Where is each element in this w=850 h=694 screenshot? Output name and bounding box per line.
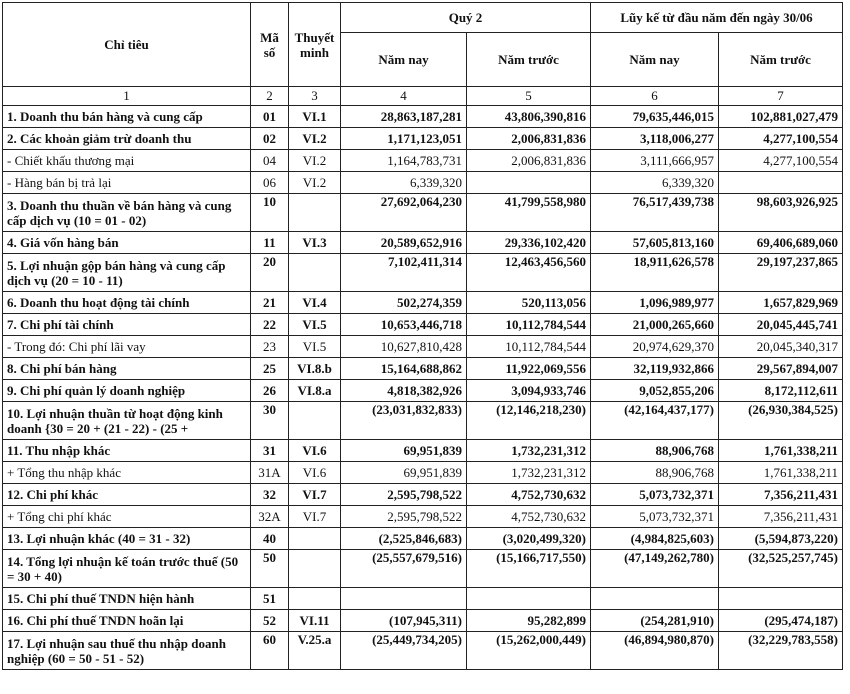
- row-quarter-current: (23,031,832,833): [341, 402, 467, 440]
- row-quarter-previous: (3,020,499,320): [467, 528, 591, 550]
- row-ytd-current: 21,000,265,660: [591, 314, 719, 336]
- row-quarter-previous: 2,006,831,836: [467, 128, 591, 150]
- table-row: [3, 440, 843, 462]
- row-ytd-current: 88,906,768: [591, 440, 719, 462]
- row-quarter-previous: 10,112,784,544: [467, 314, 591, 336]
- row-ytd-previous: [719, 172, 843, 194]
- row-ytd-current: 20,974,629,370: [591, 336, 719, 358]
- row-quarter-current: 2,595,798,522: [341, 506, 467, 528]
- row-code: 51: [251, 588, 289, 610]
- row-ytd-previous: 8,172,112,611: [719, 380, 843, 402]
- row-code: 31: [251, 440, 289, 462]
- row-code: 31A: [251, 462, 289, 484]
- row-ytd-current: 5,073,732,371: [591, 484, 719, 506]
- row-quarter-current: 10,653,446,718: [341, 314, 467, 336]
- row-label: 8. Chi phí bán hàng: [3, 358, 251, 380]
- row-ytd-previous: 7,356,211,431: [719, 484, 843, 506]
- row-quarter-previous: 12,463,456,560: [467, 254, 591, 292]
- row-quarter-current: 69,951,839: [341, 440, 467, 462]
- row-code: 60: [251, 632, 289, 670]
- row-label: 9. Chi phí quản lý doanh nghiệp: [3, 380, 251, 402]
- row-quarter-current: 4,818,382,926: [341, 380, 467, 402]
- row-ytd-previous: 1,761,338,211: [719, 440, 843, 462]
- row-note: VI.4: [289, 292, 341, 314]
- row-ytd-previous: 1,657,829,969: [719, 292, 843, 314]
- row-ytd-previous: 29,567,894,007: [719, 358, 843, 380]
- row-note: VI.2: [289, 128, 341, 150]
- row-quarter-current: 27,692,064,230: [341, 194, 467, 232]
- row-label: - Hàng bán bị trả lại: [3, 172, 251, 194]
- row-quarter-current: (107,945,311): [341, 610, 467, 632]
- table-row: [3, 128, 843, 150]
- col-index: 4: [341, 87, 467, 106]
- row-label: 14. Tổng lợi nhuận kế toán trước thuế (50 = 30 + 40): [3, 550, 251, 588]
- table-row: [3, 314, 843, 336]
- row-code: 22: [251, 314, 289, 336]
- header-q-nam-truoc: Năm trước: [467, 33, 591, 87]
- col-index: 7: [719, 87, 843, 106]
- row-label: 10. Lợi nhuận thuần từ hoạt động kinh doanh {30 = 20 + (21 - 22) - (25 +: [3, 402, 251, 440]
- table-row: [3, 150, 843, 172]
- row-quarter-previous: 3,094,933,746: [467, 380, 591, 402]
- row-note: VI.8.b: [289, 358, 341, 380]
- row-quarter-previous: 10,112,784,544: [467, 336, 591, 358]
- table-row: [3, 528, 843, 550]
- row-label: 2. Các khoản giảm trừ doanh thu: [3, 128, 251, 150]
- table-row: [3, 610, 843, 632]
- table-row: [3, 506, 843, 528]
- row-ytd-current: (4,984,825,603): [591, 528, 719, 550]
- row-ytd-current: 88,906,768: [591, 462, 719, 484]
- row-quarter-current: (2,525,846,683): [341, 528, 467, 550]
- row-label: 1. Doanh thu bán hàng và cung cấp: [3, 106, 251, 128]
- row-quarter-previous: 11,922,069,556: [467, 358, 591, 380]
- row-label: 16. Chi phí thuế TNDN hoãn lại: [3, 610, 251, 632]
- row-ytd-previous: 69,406,689,060: [719, 232, 843, 254]
- row-label: 7. Chi phí tài chính: [3, 314, 251, 336]
- row-quarter-current: (25,449,734,205): [341, 632, 467, 670]
- row-ytd-previous: [719, 588, 843, 610]
- row-ytd-current: 76,517,439,738: [591, 194, 719, 232]
- header-quarter: Quý 2: [341, 3, 591, 33]
- table-row: [3, 358, 843, 380]
- row-ytd-current: (47,149,262,780): [591, 550, 719, 588]
- row-note: [289, 254, 341, 292]
- row-quarter-previous: 1,732,231,312: [467, 440, 591, 462]
- row-note: VI.1: [289, 106, 341, 128]
- row-ytd-previous: (32,229,783,558): [719, 632, 843, 670]
- row-quarter-previous: 2,006,831,836: [467, 150, 591, 172]
- row-label: 3. Doanh thu thuần về bán hàng và cung cấp dịch vụ (10 = 01 - 02): [3, 194, 251, 232]
- table-row: [3, 232, 843, 254]
- row-ytd-current: 3,118,006,277: [591, 128, 719, 150]
- row-quarter-current: 15,164,688,862: [341, 358, 467, 380]
- row-code: 32: [251, 484, 289, 506]
- row-code: 02: [251, 128, 289, 150]
- row-code: 25: [251, 358, 289, 380]
- col-index: 6: [591, 87, 719, 106]
- row-note: [289, 194, 341, 232]
- col-index: 3: [289, 87, 341, 106]
- row-quarter-current: 6,339,320: [341, 172, 467, 194]
- row-note: [289, 588, 341, 610]
- row-quarter-current: 69,951,839: [341, 462, 467, 484]
- row-code: 50: [251, 550, 289, 588]
- column-index-row: [3, 87, 843, 106]
- row-ytd-previous: 102,881,027,479: [719, 106, 843, 128]
- row-code: 20: [251, 254, 289, 292]
- row-ytd-current: 3,111,666,957: [591, 150, 719, 172]
- row-ytd-current: 18,911,626,578: [591, 254, 719, 292]
- row-code: 40: [251, 528, 289, 550]
- row-quarter-previous: [467, 588, 591, 610]
- row-note: VI.5: [289, 336, 341, 358]
- row-label: 15. Chi phí thuế TNDN hiện hành: [3, 588, 251, 610]
- row-note: VI.2: [289, 150, 341, 172]
- row-code: 01: [251, 106, 289, 128]
- row-ytd-current: (46,894,980,870): [591, 632, 719, 670]
- row-ytd-previous: 20,045,340,317: [719, 336, 843, 358]
- row-ytd-previous: 98,603,926,925: [719, 194, 843, 232]
- row-quarter-previous: 29,336,102,420: [467, 232, 591, 254]
- table-row: [3, 484, 843, 506]
- row-ytd-current: 79,635,446,015: [591, 106, 719, 128]
- row-code: 04: [251, 150, 289, 172]
- row-code: 21: [251, 292, 289, 314]
- row-note: VI.8.a: [289, 380, 341, 402]
- row-quarter-current: 10,627,810,428: [341, 336, 467, 358]
- row-ytd-previous: (295,474,187): [719, 610, 843, 632]
- row-quarter-previous: (12,146,218,230): [467, 402, 591, 440]
- col-index: 5: [467, 87, 591, 106]
- row-quarter-previous: 520,113,056: [467, 292, 591, 314]
- row-label: - Trong đó: Chi phí lãi vay: [3, 336, 251, 358]
- row-note: [289, 528, 341, 550]
- table-row: [3, 292, 843, 314]
- row-quarter-current: 1,171,123,051: [341, 128, 467, 150]
- income-statement-table: [2, 2, 843, 670]
- header-thuyet-minh: Thuyết minh: [289, 3, 341, 87]
- row-ytd-previous: 4,277,100,554: [719, 128, 843, 150]
- header-q-nam-nay: Năm nay: [341, 33, 467, 87]
- row-quarter-current: 502,274,359: [341, 292, 467, 314]
- table-row: [3, 550, 843, 588]
- row-note: VI.7: [289, 506, 341, 528]
- row-quarter-previous: [467, 172, 591, 194]
- row-code: 06: [251, 172, 289, 194]
- row-ytd-current: 32,119,932,866: [591, 358, 719, 380]
- row-note: [289, 402, 341, 440]
- table-row: [3, 194, 843, 232]
- row-ytd-current: (42,164,437,177): [591, 402, 719, 440]
- row-label: 13. Lợi nhuận khác (40 = 31 - 32): [3, 528, 251, 550]
- table-row: [3, 172, 843, 194]
- row-label: - Chiết khấu thương mại: [3, 150, 251, 172]
- row-quarter-current: (25,557,679,516): [341, 550, 467, 588]
- row-quarter-current: 20,589,652,916: [341, 232, 467, 254]
- row-label: 12. Chi phí khác: [3, 484, 251, 506]
- row-ytd-previous: (32,525,257,745): [719, 550, 843, 588]
- header-year-to-date: Lũy kế từ đầu năm đến ngày 30/06: [591, 3, 843, 33]
- table-row: [3, 254, 843, 292]
- row-note: VI.6: [289, 462, 341, 484]
- row-label: + Tổng thu nhập khác: [3, 462, 251, 484]
- header-y-nam-truoc: Năm trước: [719, 33, 843, 87]
- row-quarter-current: 7,102,411,314: [341, 254, 467, 292]
- row-quarter-previous: 43,806,390,816: [467, 106, 591, 128]
- row-ytd-previous: (26,930,384,525): [719, 402, 843, 440]
- row-note: VI.2: [289, 172, 341, 194]
- row-ytd-current: 5,073,732,371: [591, 506, 719, 528]
- row-quarter-previous: 4,752,730,632: [467, 484, 591, 506]
- row-label: 17. Lợi nhuận sau thuế thu nhập doanh nghiệp (60 = 50 - 51 - 52): [3, 632, 251, 670]
- row-quarter-current: 2,595,798,522: [341, 484, 467, 506]
- row-label: + Tổng chi phí khác: [3, 506, 251, 528]
- row-ytd-previous: (5,594,873,220): [719, 528, 843, 550]
- table-row: [3, 336, 843, 358]
- row-note: VI.6: [289, 440, 341, 462]
- table-row: [3, 402, 843, 440]
- col-index: 1: [3, 87, 251, 106]
- row-code: 52: [251, 610, 289, 632]
- row-quarter-previous: (15,166,717,550): [467, 550, 591, 588]
- row-quarter-previous: 4,752,730,632: [467, 506, 591, 528]
- row-ytd-previous: 7,356,211,431: [719, 506, 843, 528]
- table-row: [3, 380, 843, 402]
- row-ytd-previous: 1,761,338,211: [719, 462, 843, 484]
- row-quarter-current: 28,863,187,281: [341, 106, 467, 128]
- table-row: [3, 106, 843, 128]
- header-y-nam-nay: Năm nay: [591, 33, 719, 87]
- row-note: [289, 550, 341, 588]
- row-ytd-current: 6,339,320: [591, 172, 719, 194]
- header-chi-tieu: Chỉ tiêu: [3, 3, 251, 87]
- row-note: VI.11: [289, 610, 341, 632]
- row-label: 6. Doanh thu hoạt động tài chính: [3, 292, 251, 314]
- col-index: 2: [251, 87, 289, 106]
- row-code: 26: [251, 380, 289, 402]
- row-note: VI.7: [289, 484, 341, 506]
- row-quarter-previous: 41,799,558,980: [467, 194, 591, 232]
- row-code: 10: [251, 194, 289, 232]
- row-note: V.25.a: [289, 632, 341, 670]
- row-label: 11. Thu nhập khác: [3, 440, 251, 462]
- row-note: VI.5: [289, 314, 341, 336]
- row-ytd-previous: 20,045,445,741: [719, 314, 843, 336]
- row-label: 5. Lợi nhuận gộp bán hàng và cung cấp dịch vụ (20 = 10 - 11): [3, 254, 251, 292]
- row-label: 4. Giá vốn hàng bán: [3, 232, 251, 254]
- row-ytd-previous: 4,277,100,554: [719, 150, 843, 172]
- table-row: [3, 462, 843, 484]
- table-row: [3, 588, 843, 610]
- row-code: 30: [251, 402, 289, 440]
- row-ytd-previous: 29,197,237,865: [719, 254, 843, 292]
- header-ma-so: Mã số: [251, 3, 289, 87]
- table-row: [3, 632, 843, 670]
- row-quarter-previous: (15,262,000,449): [467, 632, 591, 670]
- row-ytd-current: [591, 588, 719, 610]
- row-quarter-previous: 95,282,899: [467, 610, 591, 632]
- row-note: VI.3: [289, 232, 341, 254]
- row-ytd-current: 57,605,813,160: [591, 232, 719, 254]
- row-code: 23: [251, 336, 289, 358]
- row-ytd-current: (254,281,910): [591, 610, 719, 632]
- row-quarter-current: 1,164,783,731: [341, 150, 467, 172]
- row-quarter-current: [341, 588, 467, 610]
- row-code: 11: [251, 232, 289, 254]
- row-ytd-current: 1,096,989,977: [591, 292, 719, 314]
- row-quarter-previous: 1,732,231,312: [467, 462, 591, 484]
- row-ytd-current: 9,052,855,206: [591, 380, 719, 402]
- row-code: 32A: [251, 506, 289, 528]
